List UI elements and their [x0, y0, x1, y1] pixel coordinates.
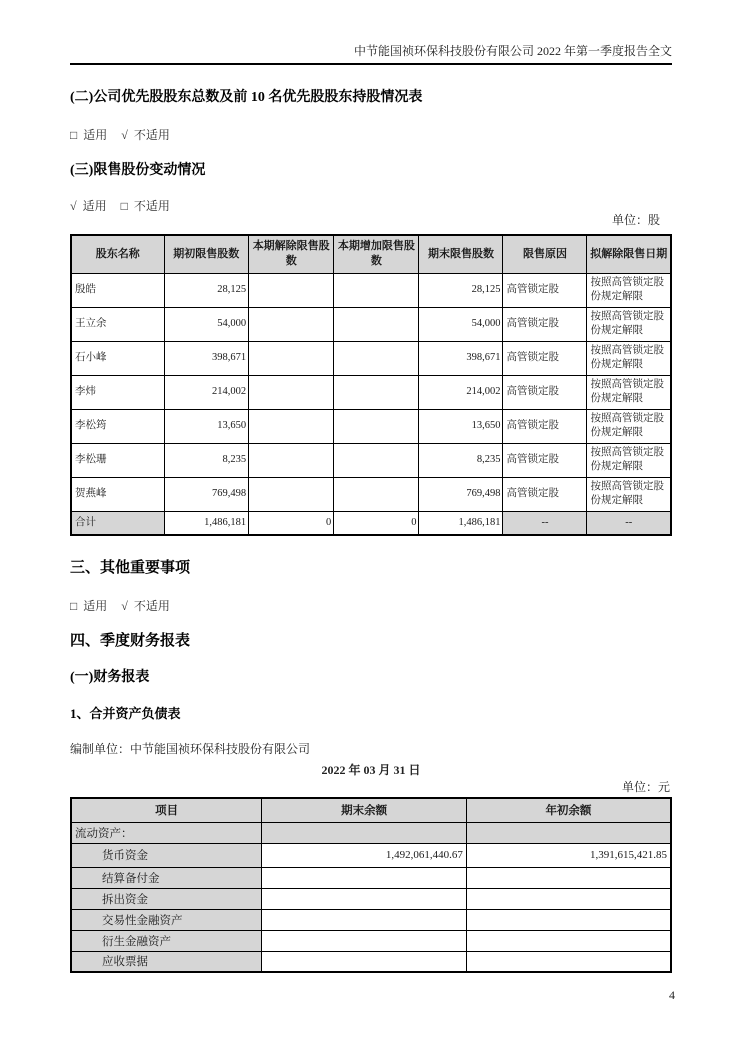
- added-shares: [334, 375, 419, 409]
- restriction-reason: 高管锁定股: [503, 409, 587, 443]
- beginning-balance: [466, 888, 671, 909]
- ending-shares: 54,000: [419, 307, 503, 341]
- table-row: [71, 443, 671, 477]
- total-ending-shares: 1,486,181: [419, 511, 503, 535]
- initial-shares: 28,125: [164, 273, 249, 307]
- ending-shares: 13,650: [419, 409, 503, 443]
- applicable-checkbox-icon: □: [70, 128, 78, 142]
- not-applicable-check-icon: √: [121, 128, 128, 142]
- added-shares: [334, 477, 419, 511]
- ending-shares: 8,235: [419, 443, 503, 477]
- table-header-row: [71, 798, 671, 822]
- applicable-label: 适用: [83, 128, 108, 142]
- not-applicable-checkbox-icon: □: [120, 199, 128, 213]
- section-title-quarterly-statements: 四、季度财务报表: [70, 633, 191, 649]
- total-released-shares: 0: [249, 511, 334, 535]
- initial-shares: 214,002: [164, 375, 249, 409]
- table-row: [71, 951, 671, 972]
- release-date: 按照高管锁定股份规定解限: [587, 477, 671, 511]
- beginning-balance: [466, 930, 671, 951]
- applicable-checkbox-icon: □: [70, 599, 78, 613]
- table-row: [71, 930, 671, 951]
- total-initial-shares: 1,486,181: [164, 511, 249, 535]
- released-shares: [249, 307, 334, 341]
- applicable-label: 适用: [82, 199, 107, 213]
- table-row: [71, 909, 671, 930]
- column-header-shareholder: 股东名称: [71, 235, 164, 273]
- shareholder-name: 石小峰: [71, 341, 164, 375]
- applicability-line-restricted: [70, 199, 672, 213]
- subsection-title-financial-statements: (一)财务报表: [70, 670, 150, 685]
- table-row: [71, 273, 671, 307]
- table-row: [71, 375, 671, 409]
- not-applicable-label: 不适用: [133, 199, 170, 213]
- table-row: [71, 341, 671, 375]
- table-row: [71, 888, 671, 909]
- added-shares: [334, 409, 419, 443]
- column-header-added: 本期增加限售股数: [334, 235, 419, 273]
- restriction-reason: 高管锁定股: [503, 477, 587, 511]
- added-shares: [334, 307, 419, 341]
- unit-label-yuan: 单位：元: [621, 780, 670, 794]
- total-label: 合计: [71, 511, 164, 535]
- document-header-title: 中节能国祯环保科技股份有限公司 2022 年第一季度报告全文: [70, 44, 672, 65]
- shareholder-name: 贺燕峰: [71, 477, 164, 511]
- shareholder-name: 李松筠: [71, 409, 164, 443]
- added-shares: [334, 273, 419, 307]
- release-date: 按照高管锁定股份规定解限: [587, 341, 671, 375]
- applicable-check-icon: √: [70, 199, 77, 213]
- released-shares: [249, 443, 334, 477]
- restricted-shares-table: [70, 234, 672, 536]
- table-row: [71, 843, 671, 867]
- prepared-by-line: 编制单位：中节能国祯环保科技股份有限公司: [70, 742, 311, 756]
- table-total-row: [71, 511, 671, 535]
- added-shares: [334, 341, 419, 375]
- line-item-label: 结算备付金: [71, 867, 262, 888]
- release-date: 按照高管锁定股份规定解限: [587, 443, 671, 477]
- line-item-label: 衍生金融资产: [71, 930, 262, 951]
- ending-balance: [262, 930, 467, 951]
- release-date: 按照高管锁定股份规定解限: [587, 375, 671, 409]
- release-date: 按照高管锁定股份规定解限: [587, 273, 671, 307]
- column-header-released: 本期解除限售股数: [249, 235, 334, 273]
- beginning-balance: [466, 951, 671, 972]
- table-row: [71, 409, 671, 443]
- initial-shares: 54,000: [164, 307, 249, 341]
- section-row-current-assets: [71, 822, 671, 843]
- line-item-label: 应收票据: [71, 951, 262, 972]
- ending-balance: [262, 951, 467, 972]
- total-reason-placeholder: --: [503, 511, 587, 535]
- ending-shares: 28,125: [419, 273, 503, 307]
- section-title-other-matters: 三、其他重要事项: [70, 560, 191, 576]
- column-header-item: 项目: [71, 798, 262, 822]
- released-shares: [249, 273, 334, 307]
- initial-shares: 13,650: [164, 409, 249, 443]
- ending-shares: 214,002: [419, 375, 503, 409]
- release-date: 按照高管锁定股份规定解限: [587, 409, 671, 443]
- column-header-beginning-balance: 年初余额: [466, 798, 671, 822]
- released-shares: [249, 409, 334, 443]
- restriction-reason: 高管锁定股: [503, 341, 587, 375]
- column-header-ending: 期末限售股数: [419, 235, 503, 273]
- column-header-ending-balance: 期末余额: [262, 798, 467, 822]
- page-number: 4: [669, 988, 675, 1002]
- ending-balance: [262, 888, 467, 909]
- applicability-line-other: [70, 599, 672, 613]
- restriction-reason: 高管锁定股: [503, 307, 587, 341]
- beginning-balance: [466, 867, 671, 888]
- beginning-balance: 1,391,615,421.85: [466, 843, 671, 867]
- shareholder-name: 李炜: [71, 375, 164, 409]
- ending-balance: [262, 909, 467, 930]
- column-header-release-date: 拟解除限售日期: [587, 235, 671, 273]
- released-shares: [249, 375, 334, 409]
- restriction-reason: 高管锁定股: [503, 443, 587, 477]
- total-release-date-placeholder: --: [587, 511, 671, 535]
- restriction-reason: 高管锁定股: [503, 375, 587, 409]
- released-shares: [249, 341, 334, 375]
- table-row: [71, 307, 671, 341]
- ending-shares: 398,671: [419, 341, 503, 375]
- line-item-label: 货币资金: [71, 843, 262, 867]
- section-title-restricted-shares: (三)限售股份变动情况: [70, 163, 206, 178]
- ending-balance: [262, 822, 467, 843]
- shareholder-name: 殷皓: [71, 273, 164, 307]
- shareholder-name: 李松珊: [71, 443, 164, 477]
- total-added-shares: 0: [334, 511, 419, 535]
- not-applicable-label: 不适用: [133, 599, 170, 613]
- line-item-label: 交易性金融资产: [71, 909, 262, 930]
- not-applicable-label: 不适用: [133, 128, 170, 142]
- ending-shares: 769,498: [419, 477, 503, 511]
- unit-label-shares: 单位：股: [611, 213, 660, 227]
- initial-shares: 769,498: [164, 477, 249, 511]
- ending-balance: 1,492,061,440.67: [262, 843, 467, 867]
- balance-sheet-table: [70, 797, 672, 973]
- applicable-label: 适用: [83, 599, 108, 613]
- column-header-initial: 期初限售股数: [164, 235, 249, 273]
- line-item-label: 流动资产：: [71, 822, 262, 843]
- column-header-reason: 限售原因: [503, 235, 587, 273]
- release-date: 按照高管锁定股份规定解限: [587, 307, 671, 341]
- applicability-line-preferred: [70, 128, 672, 142]
- section-title-preferred-shareholders: (二)公司优先股股东总数及前 10 名优先股股东持股情况表: [70, 90, 423, 105]
- initial-shares: 8,235: [164, 443, 249, 477]
- released-shares: [249, 477, 334, 511]
- shareholder-name: 王立余: [71, 307, 164, 341]
- beginning-balance: [466, 822, 671, 843]
- line-item-label: 拆出资金: [71, 888, 262, 909]
- restriction-reason: 高管锁定股: [503, 273, 587, 307]
- initial-shares: 398,671: [164, 341, 249, 375]
- beginning-balance: [466, 909, 671, 930]
- added-shares: [334, 443, 419, 477]
- table-row: [71, 867, 671, 888]
- ending-balance: [262, 867, 467, 888]
- table-row: [71, 477, 671, 511]
- subsection-title-balance-sheet: 1、合并资产负债表: [70, 706, 181, 721]
- report-date-line: 2022 年 03 月 31 日: [321, 763, 421, 777]
- not-applicable-check-icon: √: [121, 599, 128, 613]
- table-header-row: [71, 235, 671, 273]
